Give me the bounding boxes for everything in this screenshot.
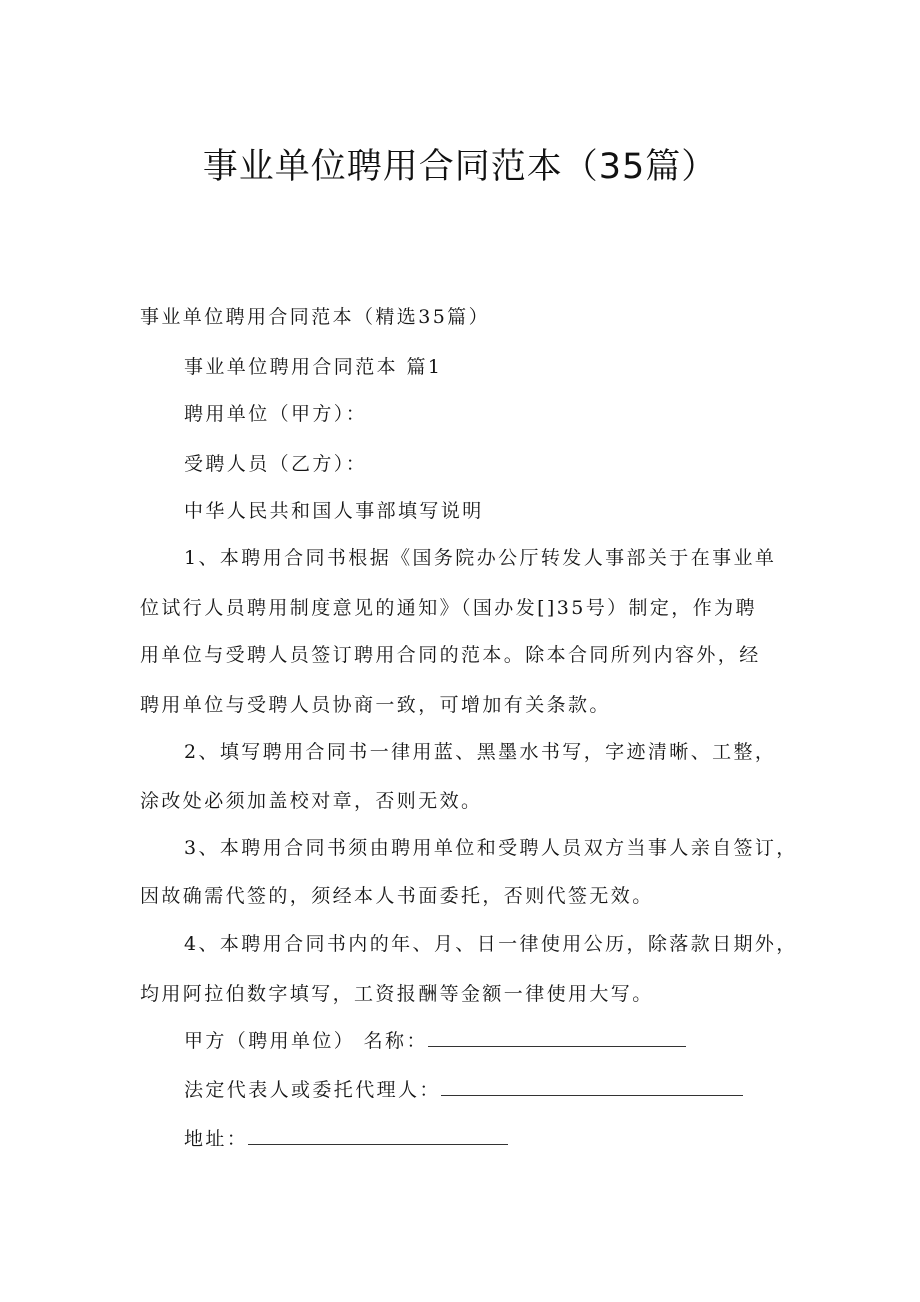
party-a-label: 聘用单位（甲方）： — [184, 403, 368, 425]
document-title: 事业单位聘用合同范本（35篇） — [202, 147, 718, 187]
representative-blank-line[interactable] — [441, 1077, 743, 1096]
name-field-row — [184, 1026, 686, 1056]
note-4-line-2: 均用阿拉伯数字填写，工资报酬等金额一律使用大写。 — [140, 983, 654, 1005]
note-1-line-1: 1、本聘用合同书根据《国务院办公厅转发人事部关于在事业单 — [184, 547, 777, 569]
note-1-line-3: 用单位与受聘人员签订聘用合同的范本。除本合同所列内容外，经 — [140, 644, 761, 666]
note-3-line-2: 因故确需代签的，须经本人书面委托，否则代签无效。 — [140, 885, 654, 907]
note-4-line-1: 4、本聘用合同书内的年、月、日一律使用公历，除落款日期外， — [184, 933, 798, 955]
note-3-line-1: 3、本聘用合同书须由聘用单位和受聘人员双方当事人亲自签订， — [184, 837, 798, 859]
address-field-row — [184, 1124, 508, 1154]
note-1-line-4: 聘用单位与受聘人员协商一致，可增加有关条款。 — [140, 694, 611, 716]
note-2-line-1: 2、填写聘用合同书一律用蓝、黑墨水书写，字迹清晰、工整， — [184, 741, 777, 763]
document-subtitle: 事业单位聘用合同范本（精选35篇） — [140, 306, 490, 328]
notes-heading: 中华人民共和国人事部填写说明 — [184, 500, 484, 522]
representative-field-label: 法定代表人或委托代理人： — [184, 1079, 441, 1101]
note-1-line-2: 位试行人员聘用制度意见的通知》（国办发[]35号）制定，作为聘 — [140, 597, 757, 619]
address-field-label: 地址： — [184, 1128, 249, 1150]
note-2-line-2: 涂改处必须加盖校对章，否则无效。 — [140, 790, 483, 812]
name-field-label: 甲方（聘用单位） 名称： — [184, 1030, 428, 1052]
party-b-label: 受聘人员（乙方）： — [184, 453, 368, 475]
representative-field-row — [184, 1075, 743, 1105]
address-blank-line[interactable] — [248, 1126, 508, 1145]
section-heading: 事业单位聘用合同范本 篇1 — [184, 356, 443, 378]
name-blank-line[interactable] — [428, 1028, 686, 1047]
